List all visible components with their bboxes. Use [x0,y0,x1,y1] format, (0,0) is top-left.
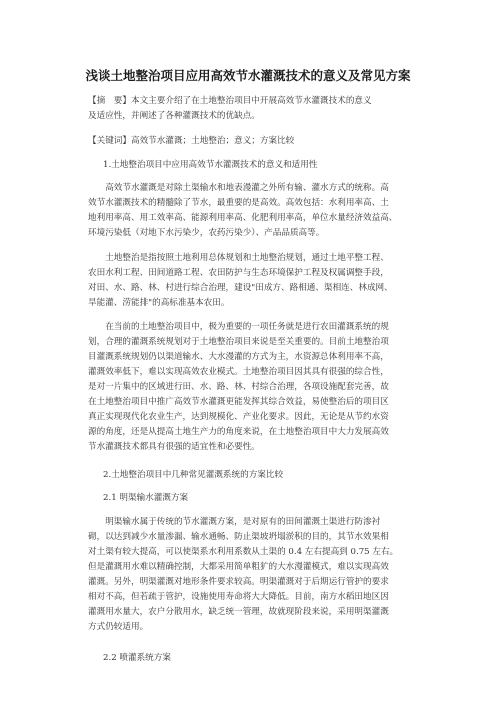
paragraph-line: 灌溉用水量大，农户分散用水，缺乏统一管理，故就现阶段来说，采用明渠灌溉 [88,607,389,617]
paragraph-line: 划，合理的灌溉系统规划对于土地整治项目来说是至关重要的。目前土地整治项 [88,337,389,347]
paragraph-line: 相对不高，但若疏于管护，设施使用寿命将大大降低。目前，南方水稻田地区因 [88,592,389,602]
paragraph [88,251,440,311]
paragraph-line: 农田水利工程、田间道路工程、农田防护与生态环境保护工程及权属调整手段， [88,268,389,278]
paragraph-line: 对田、水、路、林、村进行综合治理，建设"田成方、路相通、渠相连、林成网、 [88,283,393,293]
paragraph-line: 但是灌溉用水难以精确控制，大都采用简单粗犷的大水漫灌模式，难以实现高效 [88,562,389,572]
subsection-heading: 2.1 明渠输水灌溉方案 [103,493,189,503]
paragraph [88,515,440,635]
paragraph-line: 节水灌溉技术都具有很强的适宜性和必要性。 [88,442,260,452]
abstract-line: 【摘 要】本文主要介绍了在土地整治项目中开展高效节水灌溉技术的意义 [88,96,372,106]
paragraph-line: 是对一片集中的区域进行田、水、路、林、村综合治理，各项设施配套完善，故 [88,382,389,392]
paragraph [88,320,440,455]
paragraph-line: 高效节水灌溉是对除土渠输水和地表漫灌之外所有输、灌水方式的统称。高 [88,183,389,193]
keywords: 【关键词】高效节水灌溉；土地整治；意义；方案比较 [88,136,295,146]
paragraph-line: 地利用率高、用工效率高、能源利用率高、化肥利用率高，单位水量经济效益高、 [88,213,398,223]
section-heading: 1.土地整治项目中应用高效节水灌溉技术的意义和适用性 [103,160,318,170]
paragraph [88,181,440,241]
paragraph-line: 环境污染低（对地下水污染少，农药污染少）、产品品质高等。 [88,228,325,238]
paragraph-line: 灌溉。另外，明渠灌溉对地形条件要求较高。明渠灌溉对于后期运行管护的要求 [88,577,389,587]
document-title: 浅谈土地整治项目应用高效节水灌溉技术的意义及常见方案 [85,68,411,83]
paragraph-line: 土地整治是指按照土地利用总体规划和土地整治规划，通过土地平整工程、 [88,253,389,263]
paragraph-line: 明渠输水属于传统的节水灌溉方案，是对原有的田间灌溉土渠进行防渗衬 [88,517,381,527]
abstract [88,94,440,124]
subsection-heading: 2.2 喷灌系统方案 [103,653,171,663]
paragraph-line: 灌溉效率低下，难以实现高效农业模式。土地整治项目因其具有很强的综合性， [88,367,389,377]
paragraph-line: 效节水灌溉技术的精髓除了节水，最重要的是高效。高效包括：水利用率高、土 [88,198,389,208]
section-heading: 2.土地整治项目中几种常见灌溉系统的方案比较 [103,470,284,480]
paragraph-line: 在当前的土地整治项目中，极为重要的一项任务就是进行农田灌溉系统的规 [88,322,389,332]
paragraph-line: 对土渠有较大提高，可以使渠系水利用系数从土渠的 0.4 左右提高到 0.75 左右。 [88,547,399,557]
paragraph-line: 旱能灌、涝能排"的高标准基本农田。 [88,298,230,308]
paragraph-line: 砌，以达到减少水量渗漏、输水通畅、防止渠坡坍塌淤积的目的，其节水效果相 [88,532,389,542]
paragraph-line: 方式仍较适用。 [88,622,149,632]
paragraph-line: 源的角度，还是从提高土地生产力的角度来说，在土地整治项目中大力发展高效 [88,427,389,437]
abstract-line: 及适应性，并阐述了各种灌溉技术的优缺点。 [88,111,260,121]
paragraph-line: 目灌溉系统规划仍以渠道输水、大水漫灌的方式为主，水资源总体利用率不高， [88,352,389,362]
paragraph-line: 在土地整治项目中推广高效节水灌溉更能发挥其综合效益，易使整治后的项目区 [88,397,389,407]
paragraph-line: 真正实现现代化农业生产，达到规模化、产业化要求。因此，无论是从节约水资 [88,412,389,422]
